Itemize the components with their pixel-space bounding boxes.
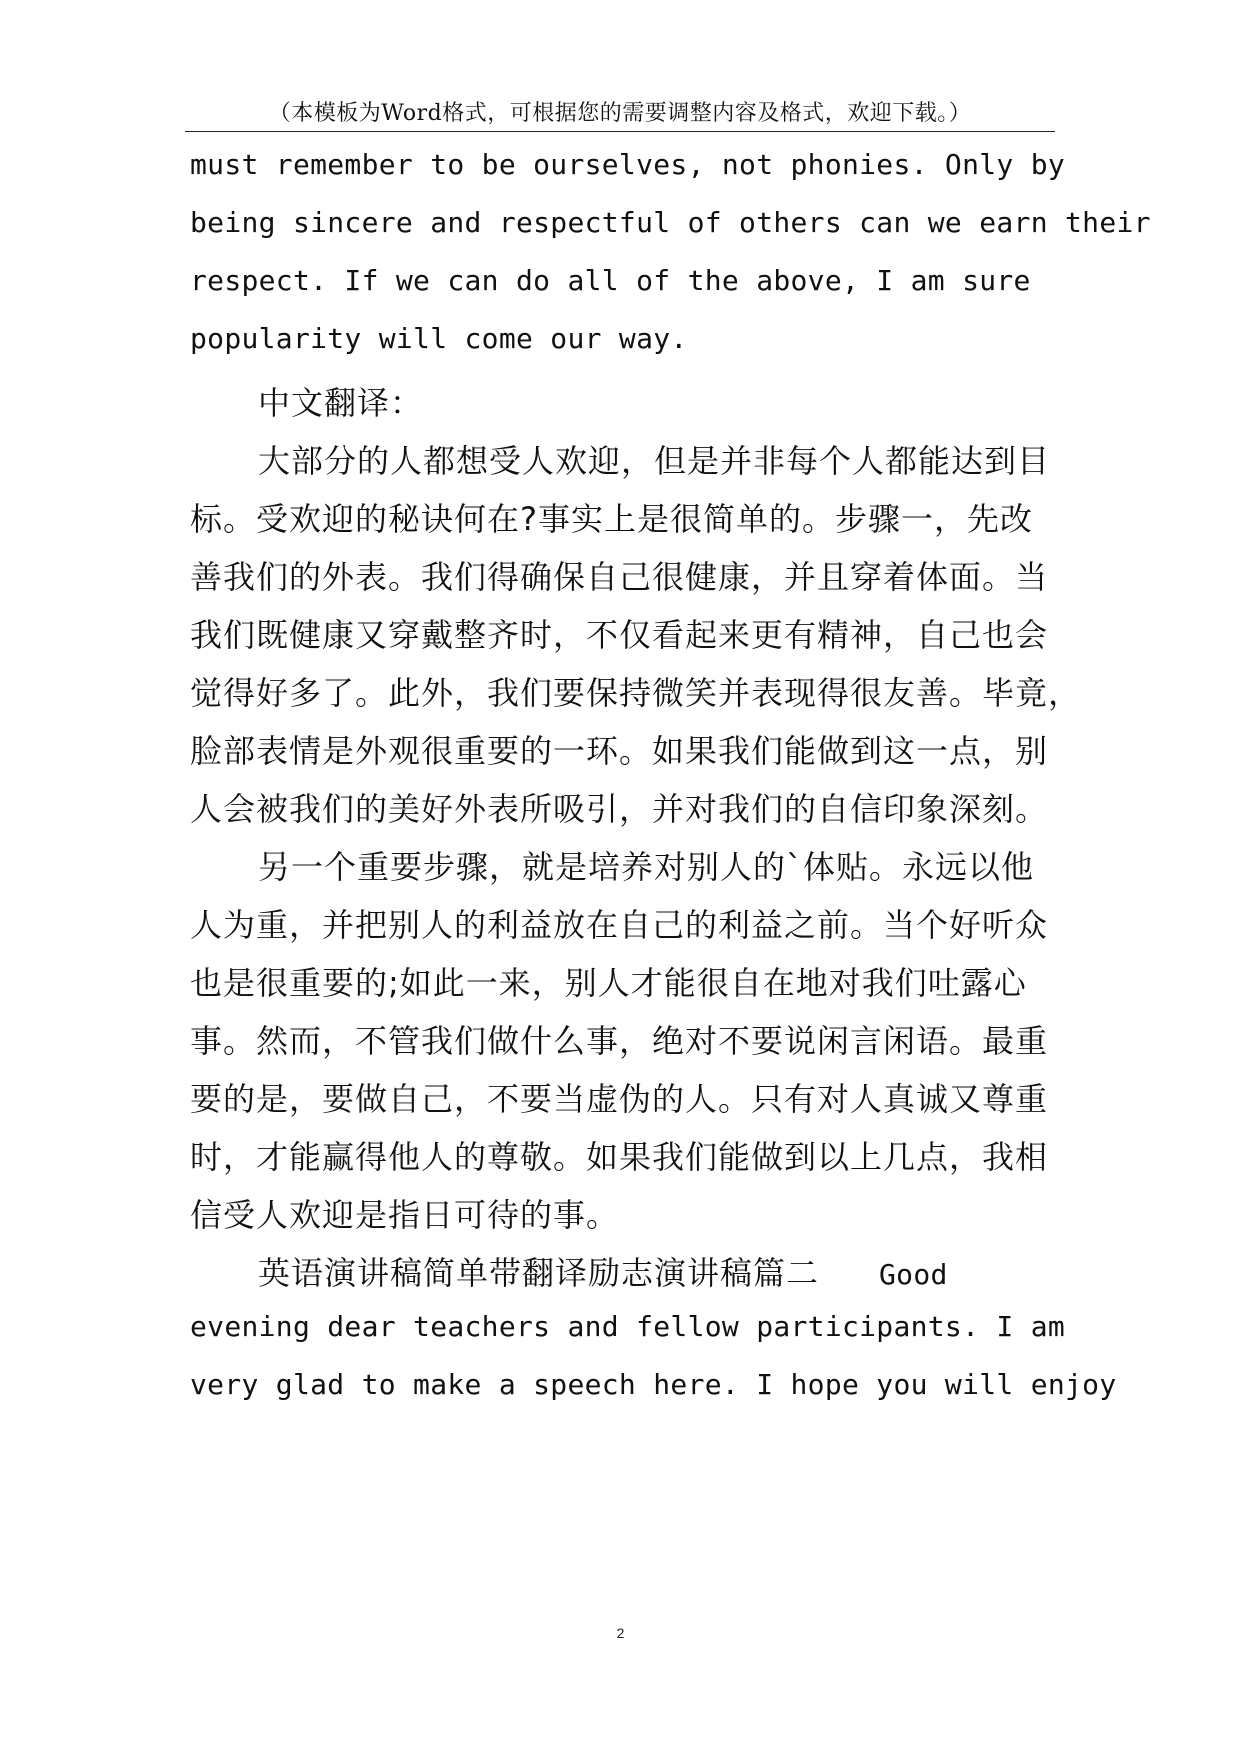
body-line: 标。受欢迎的秘诀何在?事实上是很简单的。步骤一，先改: [190, 500, 1033, 538]
header-divider: [185, 131, 1055, 132]
body-line: 善我们的外表。我们得确保自己很健康，并且穿着体面。当: [190, 558, 1049, 596]
body-line: 信受人欢迎是指日可待的事。: [190, 1196, 620, 1234]
body-line: 觉得好多了。此外，我们要保持微笑并表现得很友善。毕竟，: [190, 674, 1082, 712]
body-line: respect. If we can do all of the above, I am sure: [190, 264, 1031, 297]
body-line: must remember to be ourselves, not phonies. Only by: [190, 148, 1066, 181]
body-line: 大部分的人都想受人欢迎，但是并非每个人都能达到目: [258, 442, 1051, 480]
body-line: 也是很重要的;如此一来，别人才能很自在地对我们吐露心: [190, 964, 1027, 1002]
body-line: being sincere and respectful of others can we earn their: [190, 206, 1151, 239]
section-heading-line: [258, 1248, 948, 1294]
body-word: Good: [879, 1258, 948, 1291]
page-number: 2: [616, 1625, 625, 1641]
section-heading: 英语演讲稿简单带翻译励志演讲稿篇二: [258, 1254, 820, 1292]
body-line: evening dear teachers and fellow participants. I am: [190, 1310, 1066, 1343]
body-line: 事。然而，不管我们做什么事，绝对不要说闲言闲语。最重: [190, 1022, 1049, 1060]
body-line: very glad to make a speech here. I hope you will enjoy: [190, 1368, 1117, 1401]
header-note: （本模板为Word格式，可根据您的需要调整内容及格式，欢迎下载。）: [268, 101, 972, 126]
body-line: 人会被我们的美好外表所吸引，并对我们的自信印象深刻。: [190, 790, 1049, 828]
body-line: 时，才能赢得他人的尊敬。如果我们能做到以上几点，我相: [190, 1138, 1049, 1176]
body-line: popularity will come our way.: [190, 322, 688, 355]
body-line: 另一个重要步骤，就是培养对别人的`体贴。永远以他: [258, 848, 1035, 886]
body-line: 我们既健康又穿戴整齐时，不仅看起来更有精神，自己也会: [190, 616, 1049, 654]
body-line: 脸部表情是外观很重要的一环。如果我们能做到这一点，别: [190, 732, 1049, 770]
body-line: 要的是，要做自己，不要当虚伪的人。只有对人真诚又尊重: [190, 1080, 1049, 1118]
translation-heading: 中文翻译：: [258, 384, 424, 422]
body-line: 人为重，并把别人的利益放在自己的利益之前。当个好听众: [190, 906, 1049, 944]
